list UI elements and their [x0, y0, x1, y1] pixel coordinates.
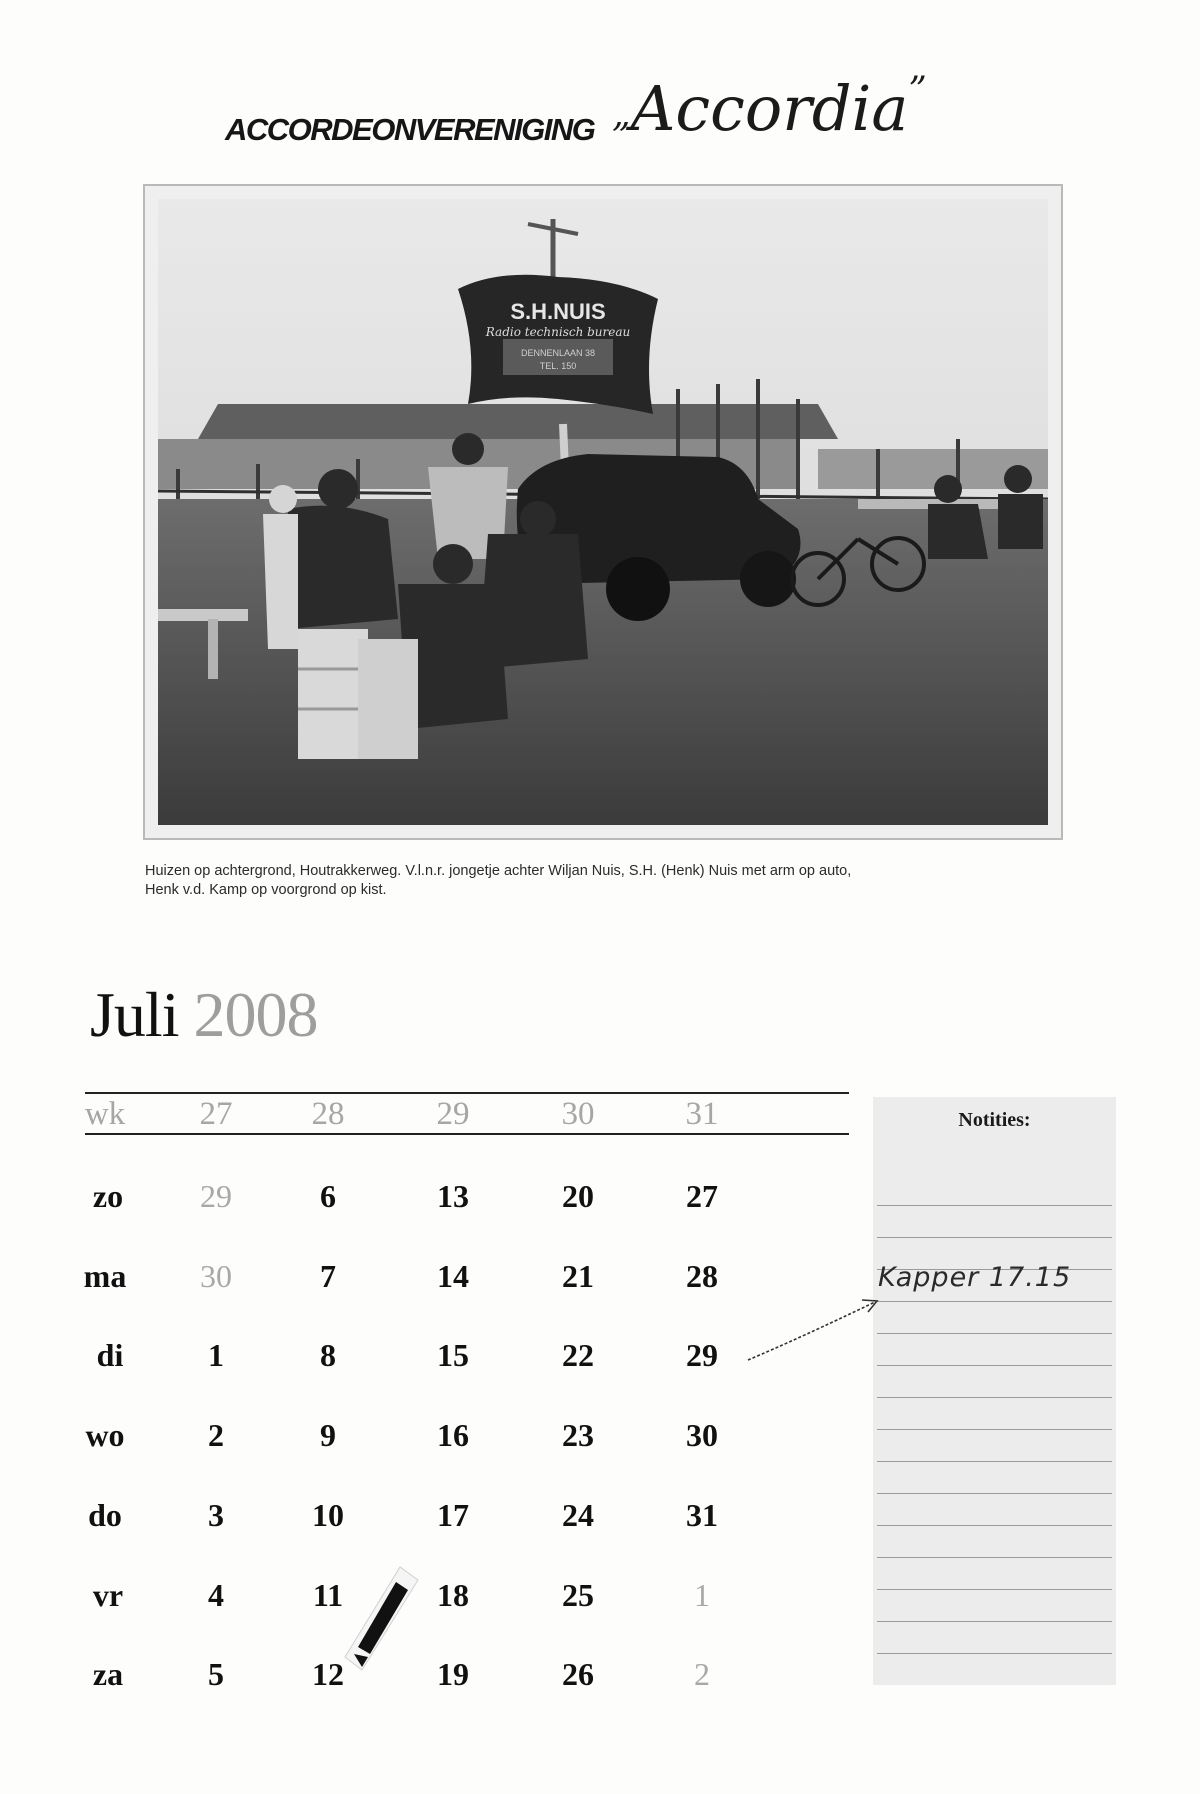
notes-title: Notities: — [958, 1109, 1031, 1131]
sign-subtitle: Radio technisch bureau — [485, 325, 631, 339]
week-number: 28 — [311, 1096, 345, 1132]
week-number: 30 — [561, 1096, 595, 1132]
week-label: wk — [84, 1096, 126, 1132]
calendar-day: 8 — [320, 1337, 336, 1373]
calendar-day: 17 — [437, 1497, 469, 1533]
calendar-day: 5 — [208, 1656, 224, 1692]
day-name-monday: ma — [83, 1258, 127, 1294]
brand-logo — [612, 70, 927, 145]
calendar-day: 11 — [312, 1577, 344, 1613]
note-line — [877, 1493, 1112, 1494]
handwritten-arrow-icon — [740, 1290, 880, 1370]
caption-line-1: Huizen op achtergrond, Houtrakkerweg. V.l.n.r. jongetje achter Wiljan Nuis, S.H. (Henk) Nuis met arm op auto, — [145, 863, 852, 879]
brand-name: Accordia — [630, 72, 909, 145]
sign-title: S.H.NUIS — [510, 299, 606, 324]
calendar-top-rule — [85, 1092, 849, 1094]
calendar-day: 31 — [686, 1497, 718, 1533]
note-line — [877, 1301, 1112, 1302]
calendar-day: 7 — [320, 1258, 336, 1294]
month-year: 2008 — [193, 979, 318, 1050]
day-name-tuesday: di — [96, 1337, 124, 1373]
note-line — [877, 1365, 1112, 1366]
calendar-day: 14 — [437, 1258, 469, 1294]
day-name-friday: vr — [92, 1577, 124, 1613]
calendar-day: 15 — [437, 1337, 469, 1373]
day-name-sunday: zo — [92, 1178, 124, 1214]
calendar-day: 25 — [562, 1577, 594, 1613]
calendar-day: 6 — [320, 1178, 336, 1214]
note-line — [877, 1621, 1112, 1622]
note-line — [877, 1237, 1112, 1238]
calendar-day: 26 — [562, 1656, 594, 1692]
calendar-day: 18 — [437, 1577, 469, 1613]
note-line — [877, 1397, 1112, 1398]
month-title — [90, 978, 317, 1052]
calendar-day-prev-month: 29 — [200, 1178, 232, 1214]
note-line — [877, 1461, 1112, 1462]
handwritten-note: Kapper 17.15 — [878, 1262, 1072, 1293]
calendar-day: 21 — [562, 1258, 594, 1294]
historic-photo — [158, 199, 1048, 825]
note-line — [877, 1333, 1112, 1334]
calendar-day: 4 — [208, 1577, 224, 1613]
sign-phone: TEL. 150 — [539, 361, 577, 371]
calendar-day: 24 — [562, 1497, 594, 1533]
sticker-marker-icon — [340, 1562, 420, 1672]
note-line — [877, 1589, 1112, 1590]
day-name-saturday: za — [92, 1656, 124, 1692]
note-line — [877, 1653, 1112, 1654]
calendar-day: 30 — [686, 1417, 718, 1453]
brand-quote-open: „ — [612, 94, 631, 135]
calendar-day: 22 — [562, 1337, 594, 1373]
note-line — [877, 1205, 1112, 1206]
sign-address: DENNENLAAN 38 — [520, 348, 596, 358]
calendar-day: 27 — [686, 1178, 718, 1214]
week-number: 31 — [685, 1096, 719, 1132]
month-name: Juli — [90, 979, 179, 1050]
calendar-day: 12 — [312, 1656, 344, 1692]
calendar-day: 28 — [686, 1258, 718, 1294]
calendar-day: 23 — [562, 1417, 594, 1453]
calendar-day-prev-month: 30 — [200, 1258, 232, 1294]
notes-panel[interactable] — [873, 1097, 1116, 1685]
day-name-thursday: do — [88, 1497, 122, 1533]
week-number: 27 — [199, 1096, 233, 1132]
association-name: ACCORDEONVERENIGING — [225, 112, 595, 147]
calendar-day: 9 — [320, 1417, 336, 1453]
photo-caption — [145, 862, 1065, 900]
calendar-day: 10 — [312, 1497, 344, 1533]
calendar-day: 20 — [562, 1178, 594, 1214]
calendar-day: 19 — [437, 1656, 469, 1692]
note-line — [877, 1557, 1112, 1558]
calendar-day-next-month: 1 — [694, 1577, 710, 1613]
calendar-header-rule — [85, 1133, 849, 1135]
calendar-day: 16 — [437, 1417, 469, 1453]
calendar-day: 13 — [437, 1178, 469, 1214]
calendar-day: 29 — [686, 1337, 718, 1373]
note-line — [877, 1525, 1112, 1526]
day-name-wednesday: wo — [85, 1417, 125, 1453]
note-line — [877, 1429, 1112, 1430]
calendar-day-next-month: 2 — [694, 1656, 710, 1692]
brand-quote-close: ” — [908, 70, 927, 111]
calendar-day: 2 — [208, 1417, 224, 1453]
calendar-day: 1 — [208, 1337, 224, 1373]
photo-frame — [143, 184, 1063, 840]
caption-line-2: Henk v.d. Kamp op voorgrond op kist. — [145, 882, 387, 898]
calendar-day: 3 — [208, 1497, 224, 1533]
week-number: 29 — [436, 1096, 470, 1132]
